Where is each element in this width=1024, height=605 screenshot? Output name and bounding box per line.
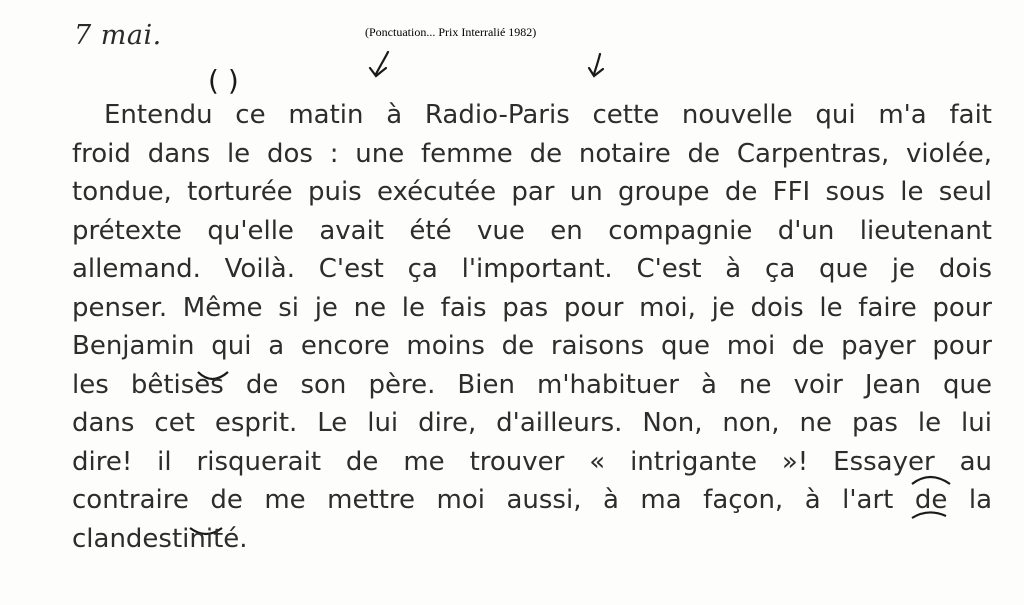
text-line: tondue, torturée puis exécutée par un groupe de FFI sous le seul — [72, 177, 992, 207]
text-line: les bêtises de son père. Bien m'habituer à ne voir Jean que — [72, 369, 992, 400]
text-line: clandestinité. — [72, 523, 248, 554]
text-line: dire! il risquerait de me trouver « intrigante »! Essayer au — [72, 446, 992, 477]
text-line: Benjamin qui a encore moins de raisons que moi de payer pour — [72, 331, 992, 361]
text-line: contraire de me mettre moi aussi, à ma façon, à l'art de la — [72, 485, 992, 515]
text-line: prétexte qu'elle avait été vue en compagnie d'un lieutenant — [72, 215, 992, 246]
text-line: dans cet esprit. Le lui dire, d'ailleurs. Non, non, ne pas le lui — [72, 408, 992, 438]
text-line: froid dans le dos : une femme de notaire de Carpentras, violée, — [72, 138, 992, 169]
diary-paragraph — [72, 96, 992, 558]
arrow-down-icon — [589, 54, 603, 76]
entry-date: 7 mai. — [74, 20, 162, 51]
text-line: penser. Même si je ne le fais pas pour moi, je dois le faire pour — [72, 292, 992, 323]
caption-note: (Ponctuation... Prix Interralié 1982) — [365, 25, 537, 39]
parenthesis-mark: ( ) — [208, 64, 239, 97]
text-line: Entendu ce matin à Radio-Paris cette nouvelle qui m'a fait — [104, 100, 992, 130]
text-line: allemand. Voilà. C'est ça l'important. C'est à ça que je dois — [72, 254, 992, 284]
arrow-down-icon — [370, 52, 388, 76]
